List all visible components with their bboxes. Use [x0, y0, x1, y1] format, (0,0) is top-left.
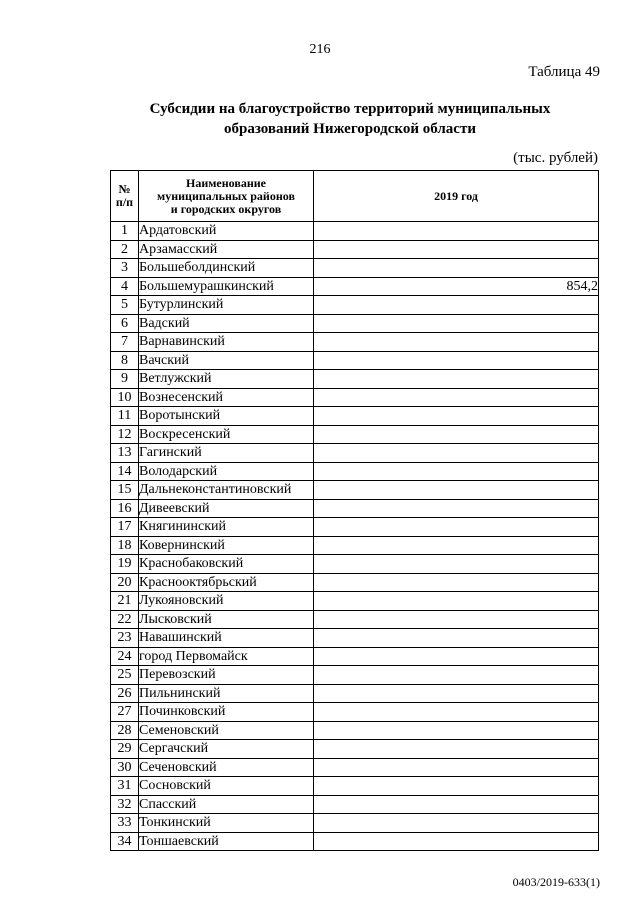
row-number: 10 [111, 388, 139, 407]
header-name [139, 171, 314, 222]
row-number: 34 [111, 832, 139, 851]
subsidies-table [110, 170, 599, 851]
table-row [111, 370, 599, 389]
row-number: 17 [111, 518, 139, 537]
district-name: Спасский [139, 795, 314, 814]
table-row [111, 277, 599, 296]
table-row [111, 647, 599, 666]
row-number: 33 [111, 814, 139, 833]
table-row [111, 610, 599, 629]
district-name: Тонкинский [139, 814, 314, 833]
row-number: 27 [111, 703, 139, 722]
subsidy-value [314, 536, 599, 555]
title-line-1: Субсидии на благоустройство территорий муниципальных [149, 101, 551, 117]
header-year: 2019 год [314, 171, 599, 222]
subsidy-value [314, 425, 599, 444]
district-name: Краснобаковский [139, 555, 314, 574]
row-number: 26 [111, 684, 139, 703]
table-row [111, 444, 599, 463]
subsidy-value [314, 481, 599, 500]
district-name: Вадский [139, 314, 314, 333]
subsidy-value: 854,2 [314, 277, 599, 296]
district-name: Лысковский [139, 610, 314, 629]
subsidy-value [314, 777, 599, 796]
subsidy-value [314, 629, 599, 648]
title-line-2: образований Нижегородской области [224, 121, 476, 137]
subsidy-value [314, 740, 599, 759]
subsidy-value [314, 795, 599, 814]
header-name-line-3: и городских округов [170, 201, 282, 216]
district-name: Сеченовский [139, 758, 314, 777]
row-number: 22 [111, 610, 139, 629]
table-row [111, 721, 599, 740]
row-number: 15 [111, 481, 139, 500]
row-number: 23 [111, 629, 139, 648]
table-row [111, 240, 599, 259]
district-name: Перевозский [139, 666, 314, 685]
row-number: 7 [111, 333, 139, 352]
row-number: 31 [111, 777, 139, 796]
table-row [111, 481, 599, 500]
table-row [111, 795, 599, 814]
district-name: Большемурашкинский [139, 277, 314, 296]
table-row [111, 703, 599, 722]
row-number: 14 [111, 462, 139, 481]
row-number: 5 [111, 296, 139, 315]
table-row [111, 629, 599, 648]
district-name: Пильнинский [139, 684, 314, 703]
header-number-line-2: п/п [115, 195, 134, 209]
district-name: Дальнеконстантиновский [139, 481, 314, 500]
table-row [111, 740, 599, 759]
district-name: Гагинский [139, 444, 314, 463]
table-row [111, 314, 599, 333]
district-name: Варнавинский [139, 333, 314, 352]
subsidy-value [314, 388, 599, 407]
subsidy-value [314, 351, 599, 370]
header-name-line-2: муниципальных районов [157, 188, 295, 203]
district-name: Арзамасский [139, 240, 314, 259]
district-name: Дивеевский [139, 499, 314, 518]
subsidy-value [314, 647, 599, 666]
row-number: 9 [111, 370, 139, 389]
table-row [111, 499, 599, 518]
subsidy-value [314, 296, 599, 315]
header-number [111, 171, 139, 222]
district-name: Ветлужский [139, 370, 314, 389]
document-title [100, 99, 600, 139]
subsidy-value [314, 703, 599, 722]
row-number: 24 [111, 647, 139, 666]
subsidy-value [314, 518, 599, 537]
row-number: 6 [111, 314, 139, 333]
table-row [111, 814, 599, 833]
district-name: Воротынский [139, 407, 314, 426]
row-number: 12 [111, 425, 139, 444]
district-name: Починковский [139, 703, 314, 722]
district-name: Володарский [139, 462, 314, 481]
row-number: 21 [111, 592, 139, 611]
unit-label: (тыс. рублей) [513, 150, 598, 166]
subsidy-value [314, 592, 599, 611]
subsidy-value [314, 758, 599, 777]
table-row [111, 758, 599, 777]
table-row [111, 536, 599, 555]
header-number-line-1: № [118, 182, 131, 196]
subsidy-value [314, 814, 599, 833]
row-number: 20 [111, 573, 139, 592]
subsidy-value [314, 444, 599, 463]
row-number: 4 [111, 277, 139, 296]
district-name: город Первомайск [139, 647, 314, 666]
subsidy-value [314, 240, 599, 259]
row-number: 28 [111, 721, 139, 740]
district-name: Семеновский [139, 721, 314, 740]
table-row [111, 592, 599, 611]
row-number: 25 [111, 666, 139, 685]
district-name: Бутурлинский [139, 296, 314, 315]
row-number: 16 [111, 499, 139, 518]
table-row [111, 407, 599, 426]
row-number: 13 [111, 444, 139, 463]
subsidy-value [314, 259, 599, 278]
table-row [111, 573, 599, 592]
district-name: Тоншаевский [139, 832, 314, 851]
district-name: Воскресенский [139, 425, 314, 444]
subsidy-value [314, 462, 599, 481]
district-name: Ардатовский [139, 222, 314, 241]
document-code: 0403/2019-633(1) [512, 875, 600, 889]
subsidy-value [314, 222, 599, 241]
subsidy-value [314, 573, 599, 592]
subsidy-value [314, 333, 599, 352]
district-name: Вознесенский [139, 388, 314, 407]
row-number: 18 [111, 536, 139, 555]
page-number: 216 [309, 42, 331, 57]
row-number: 1 [111, 222, 139, 241]
district-name: Вачский [139, 351, 314, 370]
table-label: Таблица 49 [528, 64, 600, 80]
district-name: Сергачский [139, 740, 314, 759]
table-row [111, 666, 599, 685]
table-header-row [111, 171, 599, 222]
row-number: 32 [111, 795, 139, 814]
district-name: Ковернинский [139, 536, 314, 555]
subsidy-value [314, 314, 599, 333]
row-number: 11 [111, 407, 139, 426]
district-name: Лукояновский [139, 592, 314, 611]
district-name: Навашинский [139, 629, 314, 648]
subsidy-value [314, 555, 599, 574]
row-number: 2 [111, 240, 139, 259]
subsidy-value [314, 370, 599, 389]
row-number: 3 [111, 259, 139, 278]
table-row [111, 462, 599, 481]
table-row [111, 388, 599, 407]
table-row [111, 333, 599, 352]
subsidy-value [314, 407, 599, 426]
row-number: 19 [111, 555, 139, 574]
subsidy-value [314, 721, 599, 740]
subsidy-value [314, 684, 599, 703]
subsidy-value [314, 666, 599, 685]
district-name: Сосновский [139, 777, 314, 796]
table-row [111, 259, 599, 278]
subsidy-value [314, 499, 599, 518]
table-row [111, 296, 599, 315]
table-row [111, 832, 599, 851]
district-name: Краснооктябрьский [139, 573, 314, 592]
table-row [111, 425, 599, 444]
row-number: 8 [111, 351, 139, 370]
table-row [111, 777, 599, 796]
subsidy-value [314, 610, 599, 629]
header-name-line-1: Наименование [186, 175, 266, 190]
table-row [111, 684, 599, 703]
subsidy-value [314, 832, 599, 851]
row-number: 30 [111, 758, 139, 777]
table-row [111, 351, 599, 370]
district-name: Большеболдинский [139, 259, 314, 278]
table-row [111, 518, 599, 537]
table-row [111, 555, 599, 574]
row-number: 29 [111, 740, 139, 759]
district-name: Княгининский [139, 518, 314, 537]
table-row [111, 222, 599, 241]
